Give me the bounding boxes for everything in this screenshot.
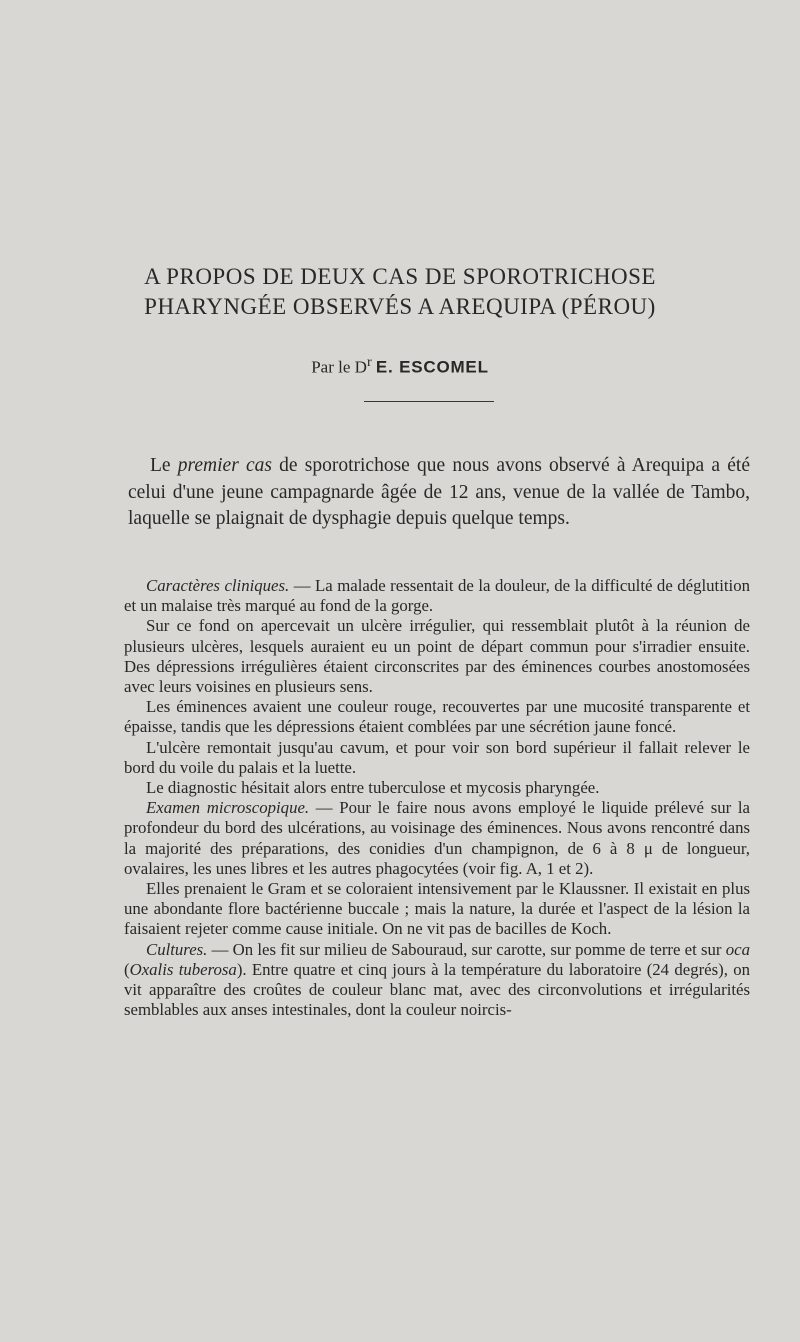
- paragraph-text: ). Entre quatre et cinq jours à la température du laboratoire (24 degrés), on vit apparaître des croûtes de couleur blanc mat, avec des circonvolutions et irrégularités semblables aux anses intestinales, dont la couleur noircis-: [124, 959, 750, 1020]
- paragraph-ulcer: [124, 616, 750, 697]
- paragraph-text: L'ulcère remontait jusqu'au cavum, et pour voir son bord supérieur il fallait relever le bord du voile du palais et la luette.: [124, 737, 750, 777]
- paragraph-text: — On les fit sur milieu de Sabouraud, sur carotte, sur pomme de terre et sur: [207, 939, 726, 959]
- paragraph-eminences: [124, 697, 750, 737]
- paragraph-gram: [124, 879, 750, 940]
- article-body: [124, 576, 750, 1020]
- author-name: E. ESCOMEL: [375, 357, 489, 377]
- title-line-1: A PROPOS DE DEUX CAS DE SPOROTRICHOSE: [144, 264, 656, 289]
- paragraph-text: Les éminences avaient une couleur rouge, recouvertes par une mucosité transparente et épaisse, tandis que les dépressions étaient comblées par une sécrétion jaune foncé.: [124, 697, 750, 737]
- paragraph-text: — La malade ressentait de la douleur, de la difficulté de déglutition et un malaise très marqué au fond de la gorge.: [124, 576, 750, 616]
- paragraph-clinical: [124, 576, 750, 616]
- title-line-2: PHARYNGÉE OBSERVÉS A AREQUIPA (PÉROU): [144, 294, 656, 319]
- paragraph-cavum: [124, 738, 750, 778]
- heading-microscopic: Examen microscopique.: [146, 798, 310, 818]
- byline-sup: r: [366, 354, 372, 370]
- paragraph-text: Elles prenaient le Gram et se coloraient intensivement par le Klaussner. Il existait en plus une abondante flore bactérienne buccale ; mais la nature, la durée et l'aspect de la lésion la faisaient rejeter comme cause initiale. On ne vit pas de bacilles de Koch.: [124, 879, 750, 939]
- paragraph-cultures: [124, 940, 750, 1021]
- byline: [0, 354, 800, 378]
- divider-rule: [364, 401, 494, 402]
- intro-paragraph: [128, 453, 750, 533]
- italic-term: oca: [725, 939, 750, 959]
- paragraph-text: (: [124, 959, 130, 979]
- intro-rest: de sporotrichose que nous avons observé à Arequipa a été celui d'une jeune campagnarde âgée de 12 ans, venue de la vallée de Tambo, laquelle se plaignait de dysphagie depuis quelque temps.: [128, 455, 750, 529]
- heading-cultures: Cultures.: [146, 939, 208, 959]
- paragraph-text: Le diagnostic hésitait alors entre tuberculose et mycosis pharyngée.: [146, 778, 600, 798]
- intro-word: Le: [150, 455, 178, 476]
- intro-italic: premier cas: [177, 455, 272, 476]
- byline-prefix: Par le D: [311, 357, 367, 377]
- paragraph-diagnostic: [124, 778, 750, 798]
- paragraph-text: — Pour le faire nous avons employé le liquide prélevé sur la profondeur du bord des ulcérations, au voisinage des éminences. Nous avons rencontré dans la majorité des préparations, des conidies d'un champignon, de 6 à 8 μ de longueur, ovalaires, les unes libres et les autres phagocytées (voir fig. A, 1 et 2).: [124, 798, 750, 878]
- paragraph-microscopic: [124, 798, 750, 879]
- heading-clinical: Caractères cliniques.: [146, 576, 290, 595]
- paragraph-text: Sur ce fond on apercevait un ulcère irrégulier, qui ressemblait plutôt à la réunion de plusieurs ulcères, lesquels auraient eu un point de départ commun pour s'irradier ensuite. Des dépressions irrégulières étaient circonscrites par des éminences courbes anostomosées avec leurs voisines en plusieurs sens.: [124, 616, 750, 697]
- italic-term: Oxalis tuberosa: [129, 959, 237, 979]
- article-title: [120, 262, 680, 322]
